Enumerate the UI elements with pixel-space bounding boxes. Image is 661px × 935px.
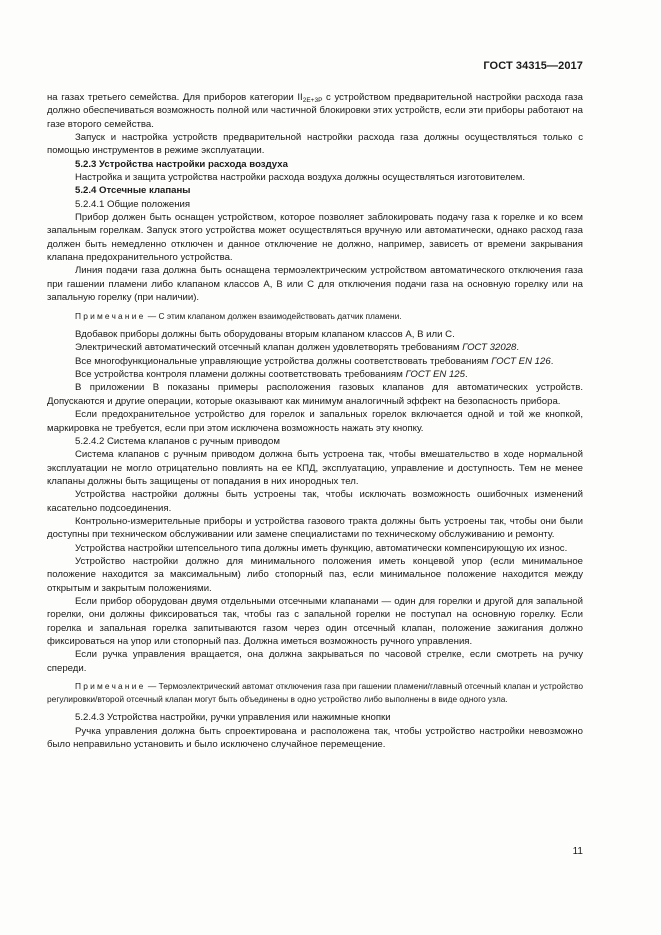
paragraph: Устройства настройки штепсельного типа должны иметь функцию, автоматически компенсирующую их износ. bbox=[75, 542, 568, 554]
standard-reference: ГОСТ EN 125 bbox=[405, 369, 465, 381]
section-heading: 5.2.4 Отсечные клапаны bbox=[75, 185, 191, 197]
paragraph: Если прибор оборудован двумя отдельными отсечными клапанами — один для горелки и другой для запальной горелки, они должны фиксироваться так, чтобы газ с запальной горелки не поступал на основную горелку. Если горелка и запальная горелка запитываются газом через один отсечный клапан, положение зажигания должно фиксироваться на упор или стопорный паз. Должна иметься возможность ручного управления. bbox=[47, 595, 583, 647]
note: Примечание — С этим клапаном должен взаимодействовать датчик пламени. bbox=[75, 310, 402, 321]
subsection-heading: 5.2.4.2 Система клапанов с ручным приводом bbox=[75, 435, 280, 447]
category-subscript: 2E+3P bbox=[302, 97, 323, 104]
standard-reference: ГОСТ 32028 bbox=[462, 342, 517, 354]
paragraph: Запуск и настройка устройств предварительной настройки расхода газа должны осуществляться только с помощью инструментов в режиме эксплуатации. bbox=[47, 132, 583, 157]
paragraph: Устройства настройки должны быть устроены так, чтобы исключать возможность ошибочных изменений касательно подсоединения. bbox=[47, 489, 583, 514]
paragraph: Линия подачи газа должна быть оснащена термоэлектрическим устройством автоматического отключения газа при гашении пламени либо клапаном классов А, В или С для отключения подачи газа на основную горелку или на запальную горелку (при наличии). bbox=[47, 265, 583, 304]
note: Примечание — Термоэлектрический автомат отключения газа при гашении пламени/главный отсечный клапан и устройство регулировки/второй отсечный клапан могут быть объединены в одно устройство либо выполнены в виде одного узла. bbox=[47, 681, 583, 704]
paragraph: Все многофункциональные управляющие устройства должны соответствовать требованиям ГОСТ EN 126. bbox=[75, 355, 554, 367]
paragraph: Если ручка управления вращается, она должна закрываться по часовой стрелке, если смотреть на ручку спереди. bbox=[47, 649, 583, 674]
paragraph: Если предохранительное устройство для горелок и запальных горелок включается одной и той же кнопкой, маркировка не требуется, если при этом исключена возможность нажать эту кнопку. bbox=[47, 409, 583, 434]
page-number: 11 bbox=[572, 846, 583, 857]
paragraph: Контрольно-измерительные приборы и устройства газового тракта должны быть устроены так, чтобы они были доступны при техническом обслуживании или замене специалистами по техническому обслуживанию и ремонту. bbox=[47, 515, 583, 541]
paragraph: Все устройства контроля пламени должны соответствовать требованиям ГОСТ EN 125. bbox=[75, 369, 468, 381]
standard-reference: ГОСТ EN 126 bbox=[491, 355, 551, 367]
subsection-heading: 5.2.4.3 Устройства настройки, ручки управления или нажимные кнопки bbox=[75, 712, 391, 724]
paragraph: Ручка управления должна быть спроектирована и расположена так, чтобы устройство настройки невозможно было неправильно установить и было исключено случайное перемещение. bbox=[47, 725, 583, 750]
paragraph: Электрический автоматический отсечный клапан должен удовлетворять требованиям ГОСТ 32028. bbox=[75, 342, 520, 354]
paragraph: на газах третьего семейства. Для приборов категории $II_{2E+3P}$ с устройством предварительной настройки расхода газа должно обеспечиваться возможность полной или частичной блокировки этих устройств, если эти приборы работают на газе второго семейства. bbox=[47, 92, 584, 130]
paragraph: Вдобавок приборы должны быть оборудованы вторым клапаном классов А, В или С. bbox=[75, 329, 455, 341]
document-header: ГОСТ 34315—2017 bbox=[483, 60, 583, 72]
paragraph: Прибор должен быть оснащен устройством, которое позволяет заблокировать подачу газа к горелке и ко всем запальным горелкам. Запуск этого устройства может осуществляться вручную или автоматически, однако расход газа должен быть немедленно отключен и данное отключение не должно, например, зависеть от времени закрывания клапана предохранительного устройства. bbox=[47, 212, 583, 264]
section-heading: 5.2.3 Устройства настройки расхода воздуха bbox=[75, 158, 288, 170]
paragraph: Устройство настройки должно для минимального положения иметь концевой упор (если минимальное положение находится за максимальным) либо стопорный паз, если минимальное положение находится между открытым и закрытым положениями. bbox=[47, 555, 583, 594]
paragraph: В приложении В показаны примеры расположения газовых клапанов для автоматических устройств. Допускаются и другие операции, которые оказывают как минимум аналогичный эффект на безопасность прибора. bbox=[47, 382, 583, 407]
paragraph: Настройка и защита устройства настройки расхода воздуха должны осуществляться изготовителем. bbox=[75, 172, 526, 184]
note-label: Примечание bbox=[75, 310, 146, 321]
subsection-heading: 5.2.4.1 Общие положения bbox=[75, 198, 191, 210]
document-body bbox=[47, 91, 583, 751]
note-label: Примечание bbox=[75, 681, 146, 692]
paragraph: Система клапанов с ручным приводом должна быть устроена так, чтобы вмешательство в ходе нормальной эксплуатации не могло отрицательно повлиять на ее КПД, эксплуатацию, управление и доступность. Тем не менее клапаны должны быть защищены от попадания в них инородных тел. bbox=[47, 449, 583, 487]
